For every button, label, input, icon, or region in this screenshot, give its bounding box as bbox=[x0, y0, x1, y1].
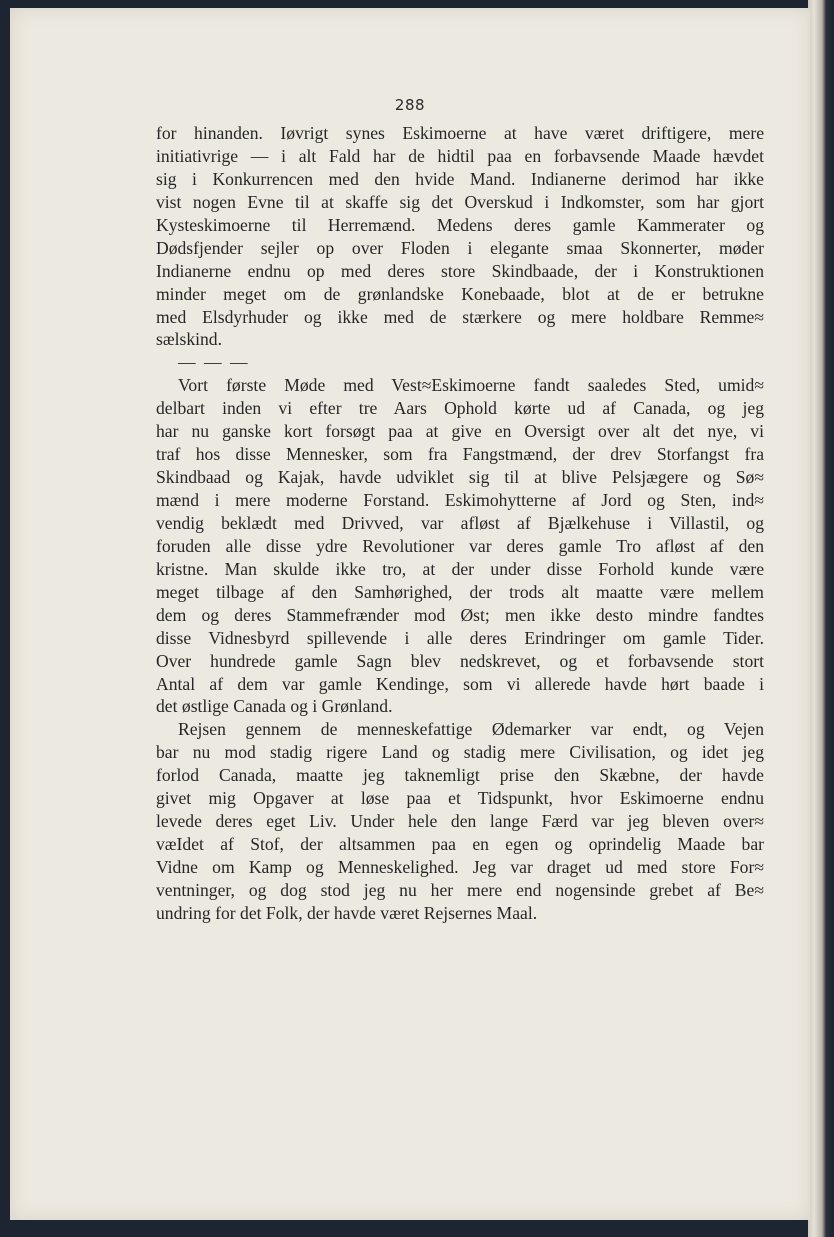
text-line: sig i Konkurrencen med den hvide Mand. Indianerne derimod har ikke bbox=[156, 168, 764, 189]
text-line: disse Vidnesbyrd spillevende i alle deres Erindringer om gamle Tider. bbox=[156, 627, 764, 648]
text-line: Vidne om Kamp og Menneskelighed. Jeg var draget ud med store For≈ bbox=[156, 857, 764, 877]
text-line: vendig beklædt med Drivved, var afløst af Bjælkehuse i Villastil, og bbox=[156, 512, 764, 533]
text-line: med Elsdyrhuder og ikke med de stærkere og mere holdbare Remme≈ bbox=[156, 306, 764, 327]
text-line: mænd i mere moderne Forstand. Eskimohytterne af Jord og Sten, ind≈ bbox=[156, 490, 764, 510]
text-line: væIdet af Stof, der altsammen paa en egen og oprindelig Maade bar bbox=[156, 834, 764, 855]
body-text bbox=[156, 122, 764, 925]
text-line: Indianerne endnu op med deres store Skindbaade, der i Konstruktionen bbox=[156, 260, 764, 281]
text-line: kristne. Man skulde ikke tro, at der under disse Forhold kunde være bbox=[156, 558, 764, 579]
paragraph-1 bbox=[156, 122, 764, 351]
text-line: undring for det Folk, der havde været Rejsernes Maal. bbox=[156, 902, 538, 923]
text-line: bar nu mod stadig rigere Land og stadig mere Civilisation, og idet jeg bbox=[156, 742, 764, 763]
text-line: dem og deres Stammefrænder mod Øst; men ikke desto mindre fandtes bbox=[156, 604, 764, 625]
text-line: foruden alle disse ydre Revolutioner var deres gamle Tro afløst af den bbox=[156, 535, 764, 556]
text-line: sælskind. bbox=[156, 329, 222, 350]
section-separator: — — — bbox=[178, 352, 250, 373]
text-line: har nu ganske kort forsøgt paa at give en Oversigt over alt det nye, vi bbox=[156, 421, 764, 442]
text-line: Over hundrede gamle Sagn blev nedskrevet, og et forbavsende stort bbox=[156, 650, 764, 671]
text-line: initiativrige — i alt Fald har de hidtil paa en forbavsende Maade hævdet bbox=[156, 145, 764, 166]
text-line: levede deres eget Liv. Under hele den lange Færd var jeg bleven over≈ bbox=[156, 811, 764, 832]
text-line: traf hos disse Mennesker, som fra Fangstmænd, der drev Storfangst fra bbox=[156, 444, 764, 465]
text-line: Skindbaad og Kajak, havde udviklet sig til at blive Pelsjægere og Sø≈ bbox=[156, 467, 764, 488]
text-line: Rejsen gennem de menneskefattige Ødemarker var endt, og Vejen bbox=[178, 719, 764, 740]
text-line: ventninger, og dog stod jeg nu her mere end nogensinde grebet af Be≈ bbox=[156, 879, 764, 900]
text-line: Kysteskimoerne til Herremænd. Medens deres gamle Kammerater og bbox=[156, 214, 764, 235]
text-line: forlod Canada, maatte jeg taknemligt prise den Skæbne, der havde bbox=[156, 765, 764, 786]
text-line: meget tilbage af den Samhørighed, der trods alt maatte være mellem bbox=[156, 581, 764, 602]
book-cover-edge bbox=[808, 0, 834, 1237]
paragraph-2 bbox=[156, 374, 764, 718]
text-line: for hinanden. Iøvrigt synes Eskimoerne at have været driftigere, mere bbox=[156, 123, 764, 143]
text-line: Dødsfjender sejler op over Floden i elegante smaa Skonnerter, møder bbox=[156, 237, 764, 258]
text-line: vist nogen Evne til at skaffe sig det Overskud i Indkomster, som har gjort bbox=[156, 191, 764, 212]
text-line: Vort første Møde med Vest≈Eskimoerne fandt saaledes Sted, umid≈ bbox=[178, 375, 764, 396]
text-line: Antal af dem var gamle Kendinge, som vi allerede havde hørt baade i bbox=[156, 673, 764, 694]
page-number: 288 bbox=[394, 96, 426, 114]
text-line: minder meget om de grønlandske Konebaade, blot at de er betrukne bbox=[156, 283, 764, 304]
text-line: delbart inden vi efter tre Aars Ophold kørte ud af Canada, og jeg bbox=[156, 398, 764, 419]
text-line: det østlige Canada og i Grønland. bbox=[156, 696, 393, 717]
text-line: givet mig Opgaver at løse paa et Tidspunkt, hvor Eskimoerne endnu bbox=[156, 788, 764, 809]
paragraph-3 bbox=[156, 718, 764, 924]
